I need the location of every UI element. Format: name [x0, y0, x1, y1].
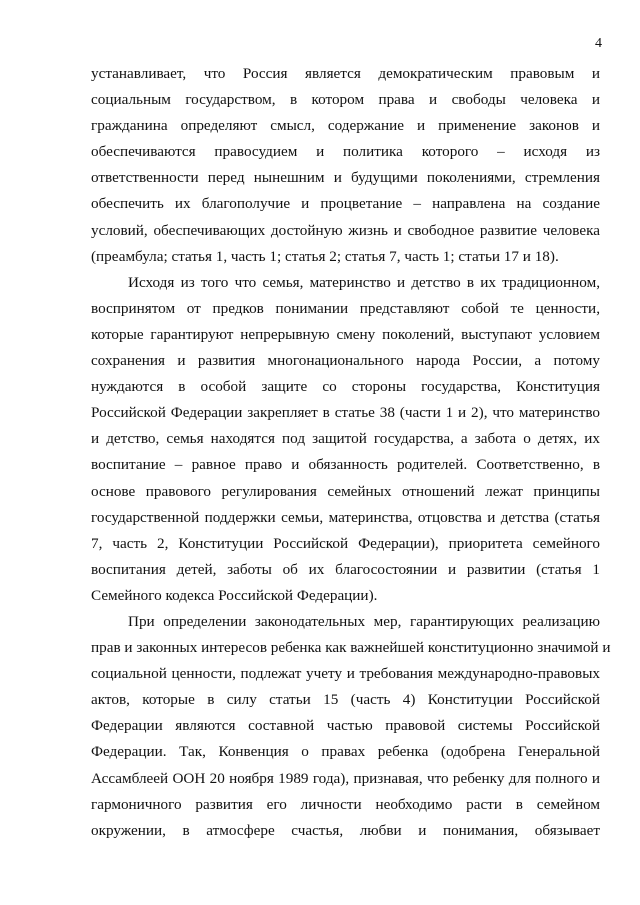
text-line: Федерации. Так, Конвенция о правах ребенка (одобрена Генеральной: [91, 743, 600, 761]
paragraph: [91, 61, 600, 270]
paragraph: [91, 609, 611, 844]
text-line: 7, часть 2, Конституции Российской Федерации), приоритета семейного: [91, 534, 600, 552]
body-text: [91, 61, 611, 844]
text-line: условий, обеспечивающих достойную жизнь и свободное развитие человека: [91, 221, 600, 239]
text-line: которые гарантируют непрерывную смену поколений, выступают условием: [91, 325, 600, 343]
text-line: воспитание – равное право и обязанность родителей. Соответственно, в: [91, 456, 600, 474]
text-line: воспринятом от предков понимании представляют собой те ценности,: [91, 299, 600, 317]
text-line: Исходя из того что семья, материнство и детство в их традиционном,: [128, 273, 600, 291]
text-line: Семейного кодекса Российской Федерации).: [91, 586, 378, 604]
text-line: прав и законных интересов ребенка как важнейшей конституционно значимой и: [91, 639, 611, 657]
text-line: окружении, в атмосфере счастья, любви и понимания, обязывает: [91, 821, 600, 839]
text-line: нуждаются в особой защите со стороны государства, Конституция: [91, 378, 600, 396]
text-line: сохранения и развития многонационального народа России, а потому: [91, 352, 600, 370]
text-line: (преамбула; статья 1, часть 1; статья 2; статья 7, часть 1; статьи 17 и 18).: [91, 247, 559, 265]
text-line: Ассамблеей ООН 20 ноября 1989 года), признавая, что ребенку для полного и: [91, 769, 600, 787]
text-line: обеспечить их благополучие и процветание – направлена на создание: [91, 195, 600, 213]
text-line: государственной поддержки семьи, материнства, отцовства и детства (статья: [91, 508, 600, 526]
text-line: социальным государством, в котором права и свободы человека и: [91, 91, 600, 109]
text-line: и детство, семья находятся под защитой государства, а забота о детях, их: [91, 430, 600, 448]
text-line: социальной ценности, подлежат учету и требования международно-правовых: [91, 665, 600, 683]
text-line: актов, которые в силу статьи 15 (часть 4) Конституции Российской: [91, 691, 600, 709]
text-line: ответственности перед нынешним и будущими поколениями, стремления: [91, 169, 600, 187]
text-line: Федерации являются составной частью правовой системы Российской: [91, 717, 600, 735]
text-line: гармоничного развития его личности необходимо расти в семейном: [91, 795, 600, 813]
text-line: воспитания детей, заботы об их благосостоянии и развитии (статья 1: [91, 560, 600, 578]
text-line: гражданина определяют смысл, содержание и применение законов и: [91, 117, 600, 135]
text-line: устанавливает, что Россия является демократическим правовым и: [91, 65, 600, 82]
text-line: основе правового регулирования семейных отношений лежат принципы: [91, 482, 600, 500]
text-line: обеспечиваются правосудием и политика которого – исходя из: [91, 143, 600, 161]
text-line: При определении законодательных мер, гарантирующих реализацию: [128, 612, 600, 630]
paragraph: [91, 270, 600, 609]
page-number: 4: [595, 36, 602, 51]
text-line: Российской Федерации закрепляет в статье 38 (части 1 и 2), что материнство: [91, 404, 600, 422]
